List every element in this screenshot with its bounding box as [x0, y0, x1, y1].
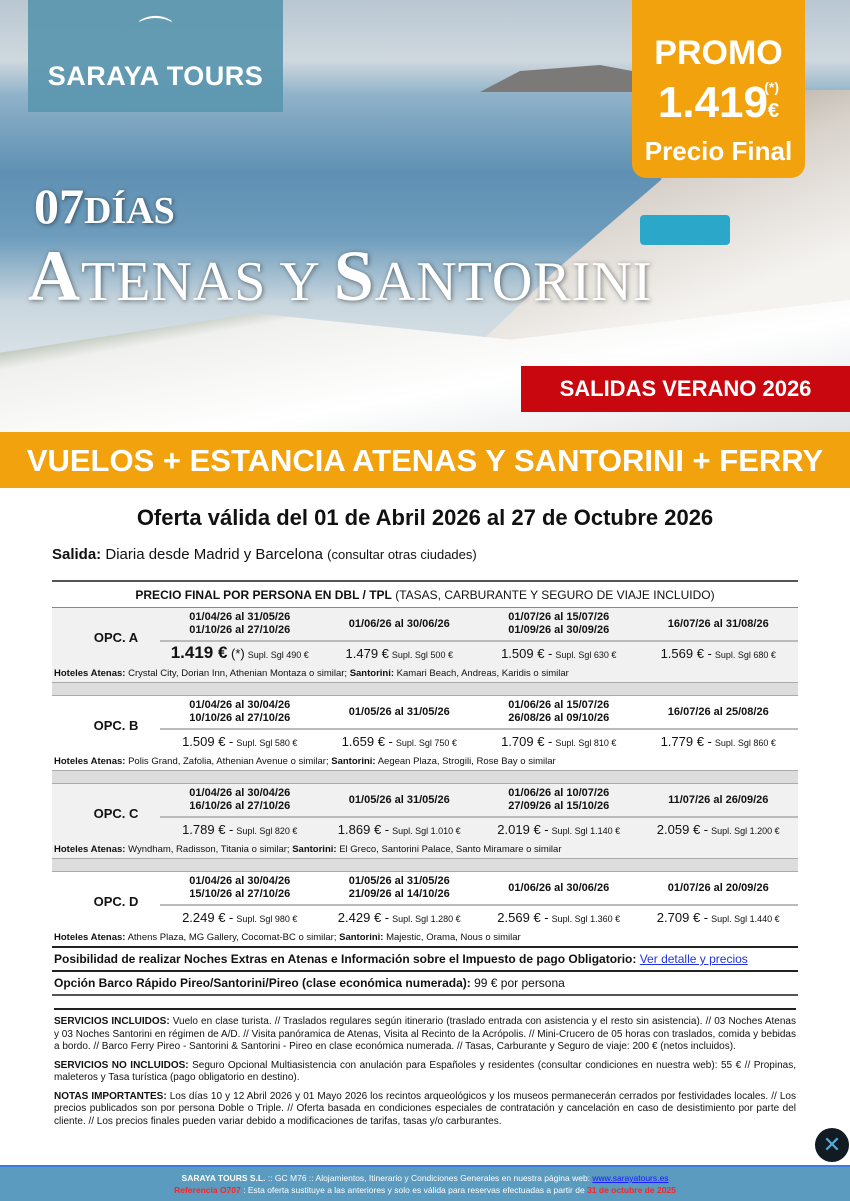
days-word: DÍAS [84, 190, 175, 232]
single-supplement: Supl. Sgl 1.360 € [551, 913, 621, 924]
text: : Esta oferta sustituye a las anteriores y solo es válida para reservas efectuadas a partir de [240, 1185, 588, 1195]
hotels-row [52, 666, 798, 682]
ferry-price: 99 € por persona [470, 976, 565, 990]
price-cell [320, 730, 480, 754]
departure-note: (consultar otras ciudades) [327, 547, 477, 562]
date-cell [160, 608, 320, 640]
date-cell [160, 696, 320, 728]
date-cell [639, 608, 799, 640]
price-cell [320, 642, 480, 666]
label: Santorini: [349, 668, 395, 679]
date-cell [320, 784, 480, 816]
date-range: 01/04/26 al 30/04/26 [189, 875, 291, 887]
date-range: 01/06/26 al 15/07/26 [508, 699, 610, 711]
ferry-option-row [52, 970, 798, 996]
destination-title [28, 238, 652, 320]
ferry-label: Opción Barco Rápido Pireo/Santorini/Pireo (clase económica numerada): [54, 976, 471, 990]
athens-hotels: Wyndham, Radisson, Titania o similar; [128, 844, 290, 855]
row-divider [52, 770, 798, 784]
date-range: 01/06/26 al 10/07/26 [508, 787, 610, 799]
content-flow [52, 580, 798, 1134]
days-title [34, 180, 175, 237]
price: 2.059 € - [656, 821, 709, 837]
reference: Referencia O707 [174, 1185, 241, 1195]
single-supplement: Supl. Sgl 1.010 € [392, 825, 461, 836]
label: Hoteles Atenas: [54, 756, 126, 767]
dest-part: TENAS Y [81, 251, 334, 313]
price-cell [479, 642, 639, 666]
chat-widget-icon[interactable]: ✕ [815, 1128, 849, 1162]
header-rest: (TASAS, CARBURANTE Y SEGURO DE VIAJE INCLUIDO) [391, 588, 715, 602]
date-range: 27/09/26 al 15/10/26 [508, 800, 610, 812]
header-bold: PRECIO FINAL POR PERSONA EN DBL / TPL [135, 588, 392, 602]
price: 1.509 € - [501, 645, 553, 661]
date-range: 01/04/26 al 30/04/26 [189, 787, 291, 799]
price-row [160, 818, 798, 842]
promo-price [632, 78, 805, 136]
promo-box [632, 0, 805, 178]
label: Hoteles Atenas: [54, 844, 126, 855]
price: 2.429 € - [337, 909, 390, 925]
price: 2.019 € - [497, 821, 549, 837]
date-range: 11/07/26 al 26/09/26 [668, 793, 769, 806]
price: 1.709 € - [501, 733, 553, 749]
athens-hotels: Athens Plaza, MG Gallery, Cocomat-BC o similar; [127, 932, 337, 943]
services-included [54, 1016, 796, 1054]
date-cell [479, 608, 639, 640]
text: Vuelo en clase turista. // Traslados regulares según itinerario (traslado entrada con asistencia y el resto sin asistencia). // 03 Noches Atenas y 03 Noches Santorini en régimen de A/D. // Visita panóramica de Atenas, Visita al Recinto de la Acrópolis. // Mini-Crucero de 05 horas con traslados, comida y bebidas a bordo. // Barco Ferry Pireo - Santorini & Santorini - Pireo en clase económica numerada. // Tasas, Carburante y Seguro de viaje: 200 € (netos incluidos). [54, 1016, 796, 1052]
date-row [160, 784, 798, 818]
date-row [160, 608, 798, 642]
date-cell [320, 872, 480, 904]
footer-line-1 [0, 1172, 850, 1184]
date-cell [320, 608, 480, 640]
santorini-hotels: Aegean Plaza, Strogili, Rose Bay o similar [377, 756, 556, 767]
hotels-row [52, 930, 798, 946]
offer-validity: Oferta válida del 01 de Abril 2026 al 27 de Octubre 2026 [136, 505, 714, 530]
single-supplement: Supl. Sgl 820 € [236, 825, 298, 836]
row-divider [52, 682, 798, 696]
date-range: 16/07/26 al 25/08/26 [667, 705, 769, 718]
promo-label: PROMO [654, 34, 783, 72]
extra-text: Posibilidad de realizar Noches Extras en Atenas e Información sobre el Impuesto de pago Obligatorio [54, 952, 633, 966]
option-label: OPC. D [93, 893, 139, 909]
text: :: GC M76 :: Alojamientos, Itinerario y Condiciones Generales en nuestra página web: [265, 1173, 593, 1183]
athens-hotels: Crystal City, Dorian Inn, Athenian Montaza o similar; [128, 668, 348, 679]
row-divider [52, 858, 798, 872]
date-cell [320, 696, 480, 728]
text: Los días 10 y 12 Abril 2026 y 01 Mayo 2026 los recintos arqueológicos y los museos permanecerán cerrados por festividades locales. // Los precios publicados son por persona Doble o Triple. // Oferta basada en condiciones especiales de contratación y cancelación en caso de desistimiento por parte del cliente. // Los precios finales pueden variar debido a modificaciones de tarifas, tasas y/o carburantes. [54, 1090, 796, 1127]
departure-label: Salida: [52, 546, 102, 563]
date: 31 de octubre de 2025 [587, 1185, 676, 1195]
label: SERVICIOS NO INCLUIDOS: [54, 1059, 189, 1071]
santorini-hotels: Majestic, Orama, Nous o similar [386, 932, 521, 943]
single-supplement: Supl. Sgl 860 € [714, 737, 776, 748]
price: 1.479 € [345, 645, 389, 661]
option-block [52, 872, 798, 946]
label: Santorini: [331, 756, 376, 767]
price-row [160, 730, 798, 754]
departure-text: Diaria desde Madrid y Barcelona [101, 546, 328, 563]
label: Santorini: [292, 844, 337, 855]
single-supplement: Supl. Sgl 580 € [236, 737, 298, 748]
date-range: 01/09/26 al 30/09/26 [508, 624, 610, 636]
price-note: (*) [764, 79, 779, 95]
price-table [52, 580, 798, 996]
text: Seguro Opcional Multiasistencia con anulación para Españoles y residentes (consultar condiciones en nuestra web): 55 € // Propinas, maleteros y Tasa turística (pago obligatorio en destino). [54, 1059, 796, 1083]
price-cell [479, 730, 639, 754]
date-row [160, 872, 798, 906]
single-supplement: Supl. Sgl 1.200 € [711, 825, 780, 836]
dest-letter: A [28, 236, 81, 316]
dest-letter: S [333, 236, 375, 316]
extra-nights-row [52, 946, 798, 970]
price: 2.249 € - [182, 909, 234, 925]
price-cell [160, 730, 320, 754]
price: 1.419 € [170, 643, 228, 662]
price: 1.569 € - [660, 645, 712, 661]
option-label: OPC. A [93, 629, 139, 645]
days-number: 07 [34, 178, 84, 234]
date-row [160, 696, 798, 730]
date-range: 01/07/26 al 20/09/26 [667, 881, 769, 894]
company: SARAYA TOURS S.L. [181, 1173, 266, 1183]
important-notes [54, 1091, 796, 1129]
price: 1.869 € - [337, 821, 390, 837]
price-cell [639, 642, 799, 666]
date-range: 01/06/26 al 30/06/26 [348, 617, 450, 630]
date-range: 01/05/26 al 31/05/26 [348, 705, 450, 718]
salidas-banner: SALIDAS VERANO 2026 [521, 366, 850, 412]
price: 1.789 € - [182, 821, 234, 837]
date-cell [639, 784, 799, 816]
single-supplement: Supl. Sgl 750 € [395, 737, 457, 748]
price: 2.709 € - [656, 909, 709, 925]
date-range: 01/05/26 al 31/05/26 [348, 875, 450, 887]
brand-logo [28, 0, 283, 112]
single-supplement: Supl. Sgl 1.140 € [551, 825, 621, 836]
currency: € [767, 100, 780, 122]
price-cell [160, 818, 320, 842]
date-range: 01/10/26 al 27/10/26 [189, 624, 291, 636]
single-supplement: Supl. Sgl 980 € [236, 913, 298, 924]
arch-logo-icon: ⌒ [138, 15, 173, 53]
price-note: (*) [227, 646, 245, 661]
option-block [52, 696, 798, 770]
date-range: 16/07/26 al 31/08/26 [667, 617, 769, 630]
promo-sub: Precio Final [644, 136, 793, 166]
single-supplement: Supl. Sgl 490 € [247, 650, 309, 660]
services-not-included [54, 1060, 796, 1085]
departure-info [52, 545, 477, 565]
date-range: 01/04/26 al 31/05/26 [189, 611, 291, 623]
price-cell [320, 818, 480, 842]
hotels-row [52, 754, 798, 770]
date-cell [479, 784, 639, 816]
table-header [52, 580, 798, 608]
label: NOTAS IMPORTANTES: [54, 1090, 167, 1102]
single-supplement: Supl. Sgl 630 € [555, 649, 617, 660]
date-range: 16/10/26 al 27/10/26 [189, 800, 291, 812]
dest-part: ANTORINI [374, 251, 653, 313]
price-row [160, 906, 798, 930]
price-value: 1.419 [657, 78, 768, 127]
price-cell [320, 906, 480, 930]
footer [0, 1165, 850, 1201]
pool-shape [640, 215, 730, 245]
date-cell [160, 784, 320, 816]
date-range: 15/10/26 al 27/10/26 [189, 888, 291, 900]
date-range: 26/08/26 al 09/10/26 [508, 712, 610, 724]
hotels-row [52, 842, 798, 858]
single-supplement: Supl. Sgl 1.280 € [392, 913, 461, 924]
separator: : [632, 952, 640, 966]
package-band: VUELOS + ESTANCIA ATENAS Y SANTORINI + FERRY [0, 432, 850, 488]
date-range: 01/04/26 al 30/04/26 [189, 699, 291, 711]
price-cell [639, 818, 799, 842]
price: 1.659 € - [341, 733, 393, 749]
price-cell [160, 906, 320, 930]
price: 1.779 € - [660, 733, 712, 749]
price: 1.509 € - [182, 733, 234, 749]
option-block [52, 784, 798, 858]
single-supplement: Supl. Sgl 810 € [555, 737, 617, 748]
date-range: 10/10/26 al 27/10/26 [189, 712, 291, 724]
date-range: 21/09/26 al 14/10/26 [348, 888, 450, 900]
single-supplement: Supl. Sgl 1.440 € [711, 913, 780, 924]
single-supplement: Supl. Sgl 680 € [714, 649, 776, 660]
date-cell [479, 696, 639, 728]
athens-hotels: Polis Grand, Zafolia, Athenian Avenue o similar; [128, 756, 329, 767]
label: Santorini: [339, 932, 384, 943]
footer-line-2 [0, 1184, 850, 1196]
price-cell [639, 730, 799, 754]
option-label: OPC. B [93, 717, 139, 733]
date-range: 01/05/26 al 31/05/26 [348, 793, 450, 806]
label: Hoteles Atenas: [54, 668, 126, 679]
date-cell [160, 872, 320, 904]
services-section [54, 1008, 796, 1128]
santorini-hotels: Kamari Beach, Andreas, Karidis o similar [396, 668, 569, 679]
date-range: 01/07/26 al 15/07/26 [508, 611, 610, 623]
price-row [160, 642, 798, 666]
details-link[interactable]: Ver detalle y precios [639, 952, 748, 966]
brand-name: SARAYA TOURS [47, 61, 264, 91]
date-cell [639, 872, 799, 904]
price-cell [479, 818, 639, 842]
date-cell [479, 872, 639, 904]
price: 2.569 € - [497, 909, 549, 925]
label: Hoteles Atenas: [54, 932, 126, 943]
price-cell [639, 906, 799, 930]
option-block [52, 608, 798, 682]
date-cell [639, 696, 799, 728]
option-label: OPC. C [93, 805, 139, 821]
santorini-hotels: El Greco, Santorini Palace, Santo Miramare o similar [339, 844, 562, 855]
label: SERVICIOS INCLUIDOS: [54, 1016, 170, 1027]
date-range: 01/06/26 al 30/06/26 [508, 881, 610, 894]
website-link[interactable]: www.sarayatours.es [592, 1173, 669, 1183]
single-supplement: Supl. Sgl 500 € [391, 649, 453, 660]
price-cell [160, 642, 320, 666]
price-cell [479, 906, 639, 930]
